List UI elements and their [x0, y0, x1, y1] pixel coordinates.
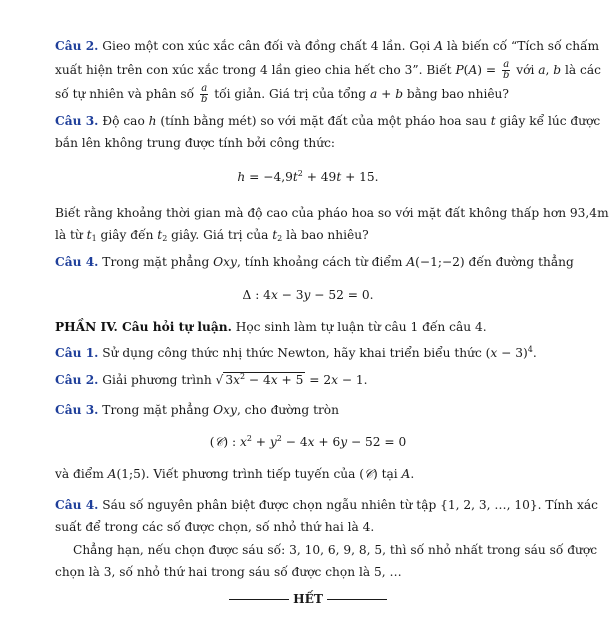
- e4-line3: Chẳng hạn, nếu chọn được sáu số: 3, 10, 6, 9, 8, 5, thì số nhỏ nhất trong sáu số được: [73, 543, 598, 557]
- e4-line2: suất để trong các số được chọn, số nhỏ thứ hai là 4.: [55, 520, 375, 534]
- part4-intro: Học sinh làm tự luận từ câu 1 đến câu 4.: [235, 320, 487, 334]
- q2-line3: số tự nhiên và phân số $\frac{a}{b}$ tối giản. Giá trị của tổng a + b bằng bao nhiêu?: [55, 83, 509, 105]
- divider-right: [327, 599, 387, 600]
- e4-line1: Câu 4. Sáu số nguyên phân biệt được chọn ngẫu nhiên từ tập {1, 2, 3, …, 10}. Tính xác: [55, 498, 598, 512]
- q3-label: Câu 3.: [55, 114, 99, 128]
- q3-line4: là từ $t_1$ giây đến $t_2$ giây. Giá trị của $t_2$ là bao nhiêu?: [55, 228, 369, 243]
- q2-label: Câu 2.: [55, 39, 99, 53]
- e2-label: Câu 2.: [55, 373, 99, 387]
- q4-line1: Câu 4. Trong mặt phẳng Oxy, tính khoảng cách từ điểm A(−1;−2) đến đường thẳng: [55, 255, 574, 269]
- e3-formula: (𝒞) : $x^2 + y^2 - 4x + 6y - 52 = 0$: [209, 434, 407, 449]
- end-marker: [0, 591, 616, 607]
- e4-label: Câu 4.: [55, 498, 99, 512]
- e3-label: Câu 3.: [55, 403, 99, 417]
- end-label: HẾT: [293, 592, 323, 606]
- q3-line1: Câu 3. Độ cao h (tính bằng mét) so với mặt đất của một pháo hoa sau t giây kể lúc được: [55, 114, 601, 128]
- q4-label: Câu 4.: [55, 255, 99, 269]
- e2-line: Câu 2. Giải phương trình √ $3x^2 - 4x + 5 = 2x - 1$.: [55, 372, 368, 387]
- fraction-a-over-b: $\frac{a}{b}$: [502, 59, 510, 81]
- e4-line4: chọn là 3, số nhỏ thứ hai trong sáu số được chọn là 5, …: [55, 565, 402, 579]
- e1-line: Câu 1. Sử dụng công thức nhị thức Newton, hãy khai triển biểu thức $(x - 3)^4$.: [55, 345, 537, 360]
- q3-line3: Biết rằng khoảng thời gian mà độ cao của pháo hoa so với mặt đất không thấp hơn 93,4m: [55, 206, 609, 220]
- fraction-a-over-b-2: $\frac{a}{b}$: [201, 83, 208, 105]
- q3-line2: bắn lên không trung được tính bởi công thức:: [55, 136, 336, 150]
- e3-line: Câu 3. Trong mặt phẳng Oxy, cho đường tròn: [55, 403, 339, 417]
- part4-heading: PHẦN IV. Câu hỏi tự luận.: [55, 320, 232, 334]
- divider-left: [229, 599, 289, 600]
- e3-after: và điểm A(1;5). Viết phương trình tiếp tuyến của (𝒞) tại A.: [55, 467, 415, 481]
- q3-formula: $h = -4,9t^2 + 49t + 15$.: [237, 169, 379, 184]
- part4-heading-line: [55, 319, 487, 335]
- q2-line1: Câu 2. Gieo một con xúc xắc cân đối và đồng chất 4 lần. Gọi A là biến cố “Tích số chấm: [55, 39, 600, 53]
- q4-formula: Δ : 4x − 3y − 52 = 0.: [242, 288, 374, 302]
- q2-line2: xuất hiện trên con xúc xắc trong 4 lần gieo chia hết cho 3”. Biết P(A) = $\frac{a}{b}$ với a, b là các: [55, 59, 601, 81]
- e1-label: Câu 1.: [55, 346, 99, 360]
